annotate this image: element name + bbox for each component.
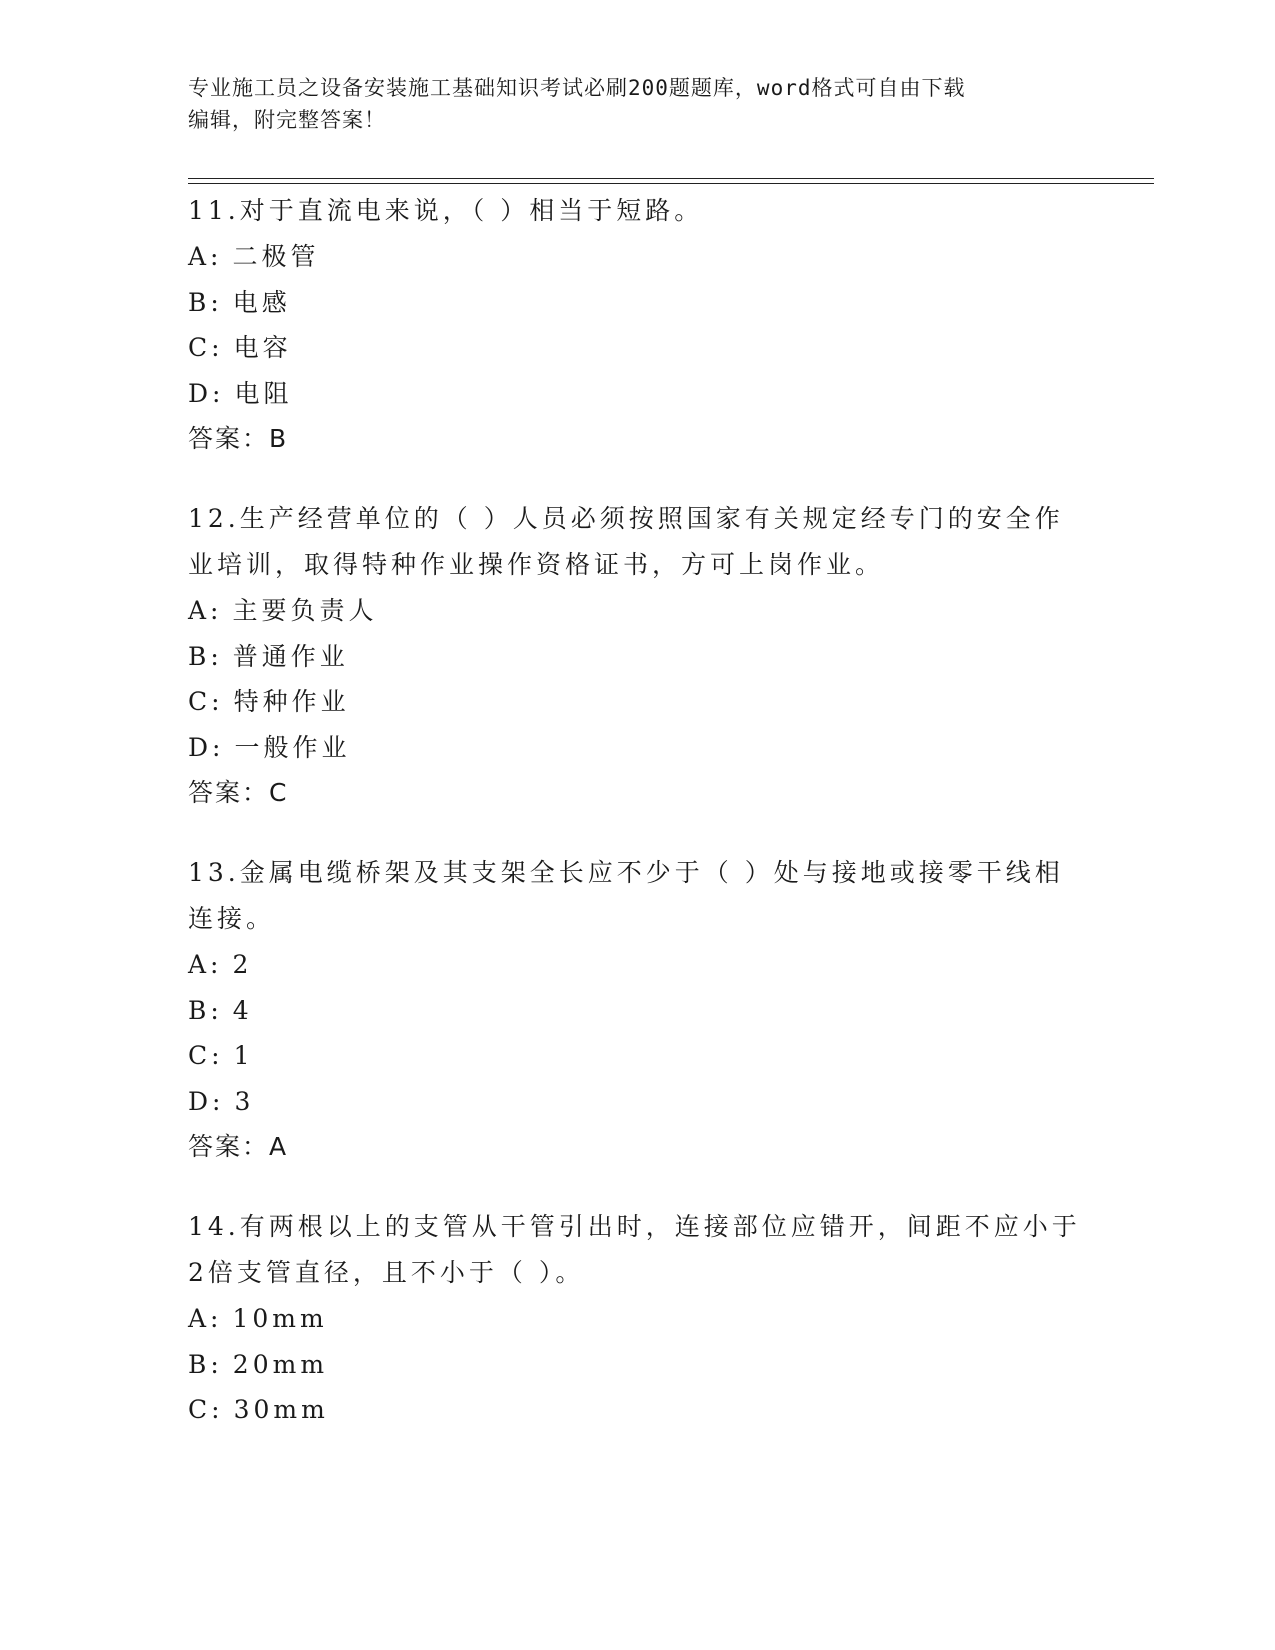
question-stem: 13.金属电缆桥架及其支架全长应不少于（ ）处与接地或接零干线相连接。 bbox=[188, 858, 1064, 933]
option-b bbox=[188, 280, 1088, 326]
option-text: 电容 bbox=[233, 333, 292, 362]
document-header bbox=[188, 72, 1088, 136]
answer-line: 答案：C bbox=[188, 778, 289, 807]
option-letter: A: bbox=[188, 596, 223, 625]
question-stem: 14.有两根以上的支管从干管引出时，连接部位应错开，间距不应小于2倍支管直径，且不小于（ ）。 bbox=[188, 1212, 1081, 1287]
option-a bbox=[188, 1296, 1088, 1342]
option-text: 20mm bbox=[232, 1349, 329, 1379]
option-b bbox=[188, 634, 1088, 680]
option-letter: C: bbox=[188, 333, 224, 362]
option-letter: C: bbox=[188, 1395, 224, 1424]
option-text: 30mm bbox=[233, 1395, 329, 1424]
option-text: 电感 bbox=[232, 287, 291, 317]
option-b bbox=[188, 1342, 1088, 1388]
option-b bbox=[188, 988, 1088, 1034]
option-text: 3 bbox=[234, 1086, 255, 1116]
option-d bbox=[188, 371, 1088, 417]
question-list bbox=[188, 188, 1088, 1467]
option-letter: A: bbox=[188, 950, 223, 979]
option-d bbox=[188, 725, 1088, 771]
option-d bbox=[188, 1079, 1088, 1125]
option-text: 普通作业 bbox=[232, 641, 349, 671]
option-a bbox=[188, 942, 1088, 988]
option-text: 4 bbox=[232, 995, 253, 1025]
answer-line: 答案：B bbox=[188, 424, 289, 453]
option-a bbox=[188, 588, 1088, 634]
option-text: 电阻 bbox=[234, 378, 293, 408]
answer-line: 答案：A bbox=[188, 1132, 289, 1161]
option-text: 特种作业 bbox=[233, 687, 350, 716]
option-letter: C: bbox=[188, 687, 224, 716]
question-stem: 12.生产经营单位的（ ）人员必须按照国家有关规定经专门的安全作业培训，取得特种作业操作资格证书，方可上岗作业。 bbox=[188, 504, 1064, 579]
header-divider-top bbox=[188, 178, 1154, 179]
option-letter: D: bbox=[188, 1086, 225, 1116]
question-14 bbox=[188, 1204, 1088, 1433]
option-text: 二极管 bbox=[232, 242, 320, 271]
header-title-line-2: 编辑，附完整答案！ bbox=[188, 108, 386, 132]
option-text: 一般作业 bbox=[234, 732, 351, 762]
option-text: 1 bbox=[233, 1041, 254, 1070]
option-letter: B: bbox=[188, 995, 223, 1025]
option-c bbox=[188, 679, 1088, 725]
header-title-line-1: 专业施工员之设备安装施工基础知识考试必刷200题题库，word格式可自由下载 bbox=[188, 76, 966, 100]
question-11 bbox=[188, 188, 1088, 462]
option-letter: B: bbox=[188, 1349, 223, 1379]
option-text: 10mm bbox=[232, 1304, 328, 1333]
question-13 bbox=[188, 850, 1088, 1170]
option-letter: B: bbox=[188, 641, 223, 671]
option-text: 主要负责人 bbox=[232, 596, 378, 625]
option-letter: D: bbox=[188, 732, 225, 762]
option-c bbox=[188, 325, 1088, 371]
option-c bbox=[188, 1387, 1088, 1433]
question-12 bbox=[188, 496, 1088, 816]
header-divider-bottom bbox=[188, 183, 1154, 184]
question-stem: 11.对于直流电来说，（ ）相当于短路。 bbox=[188, 196, 704, 225]
option-c bbox=[188, 1033, 1088, 1079]
option-letter: A: bbox=[188, 242, 223, 271]
option-letter: A: bbox=[188, 1304, 223, 1333]
option-letter: C: bbox=[188, 1041, 224, 1070]
option-a bbox=[188, 234, 1088, 280]
option-letter: B: bbox=[188, 287, 223, 317]
option-text: 2 bbox=[232, 950, 253, 979]
option-letter: D: bbox=[188, 378, 225, 408]
